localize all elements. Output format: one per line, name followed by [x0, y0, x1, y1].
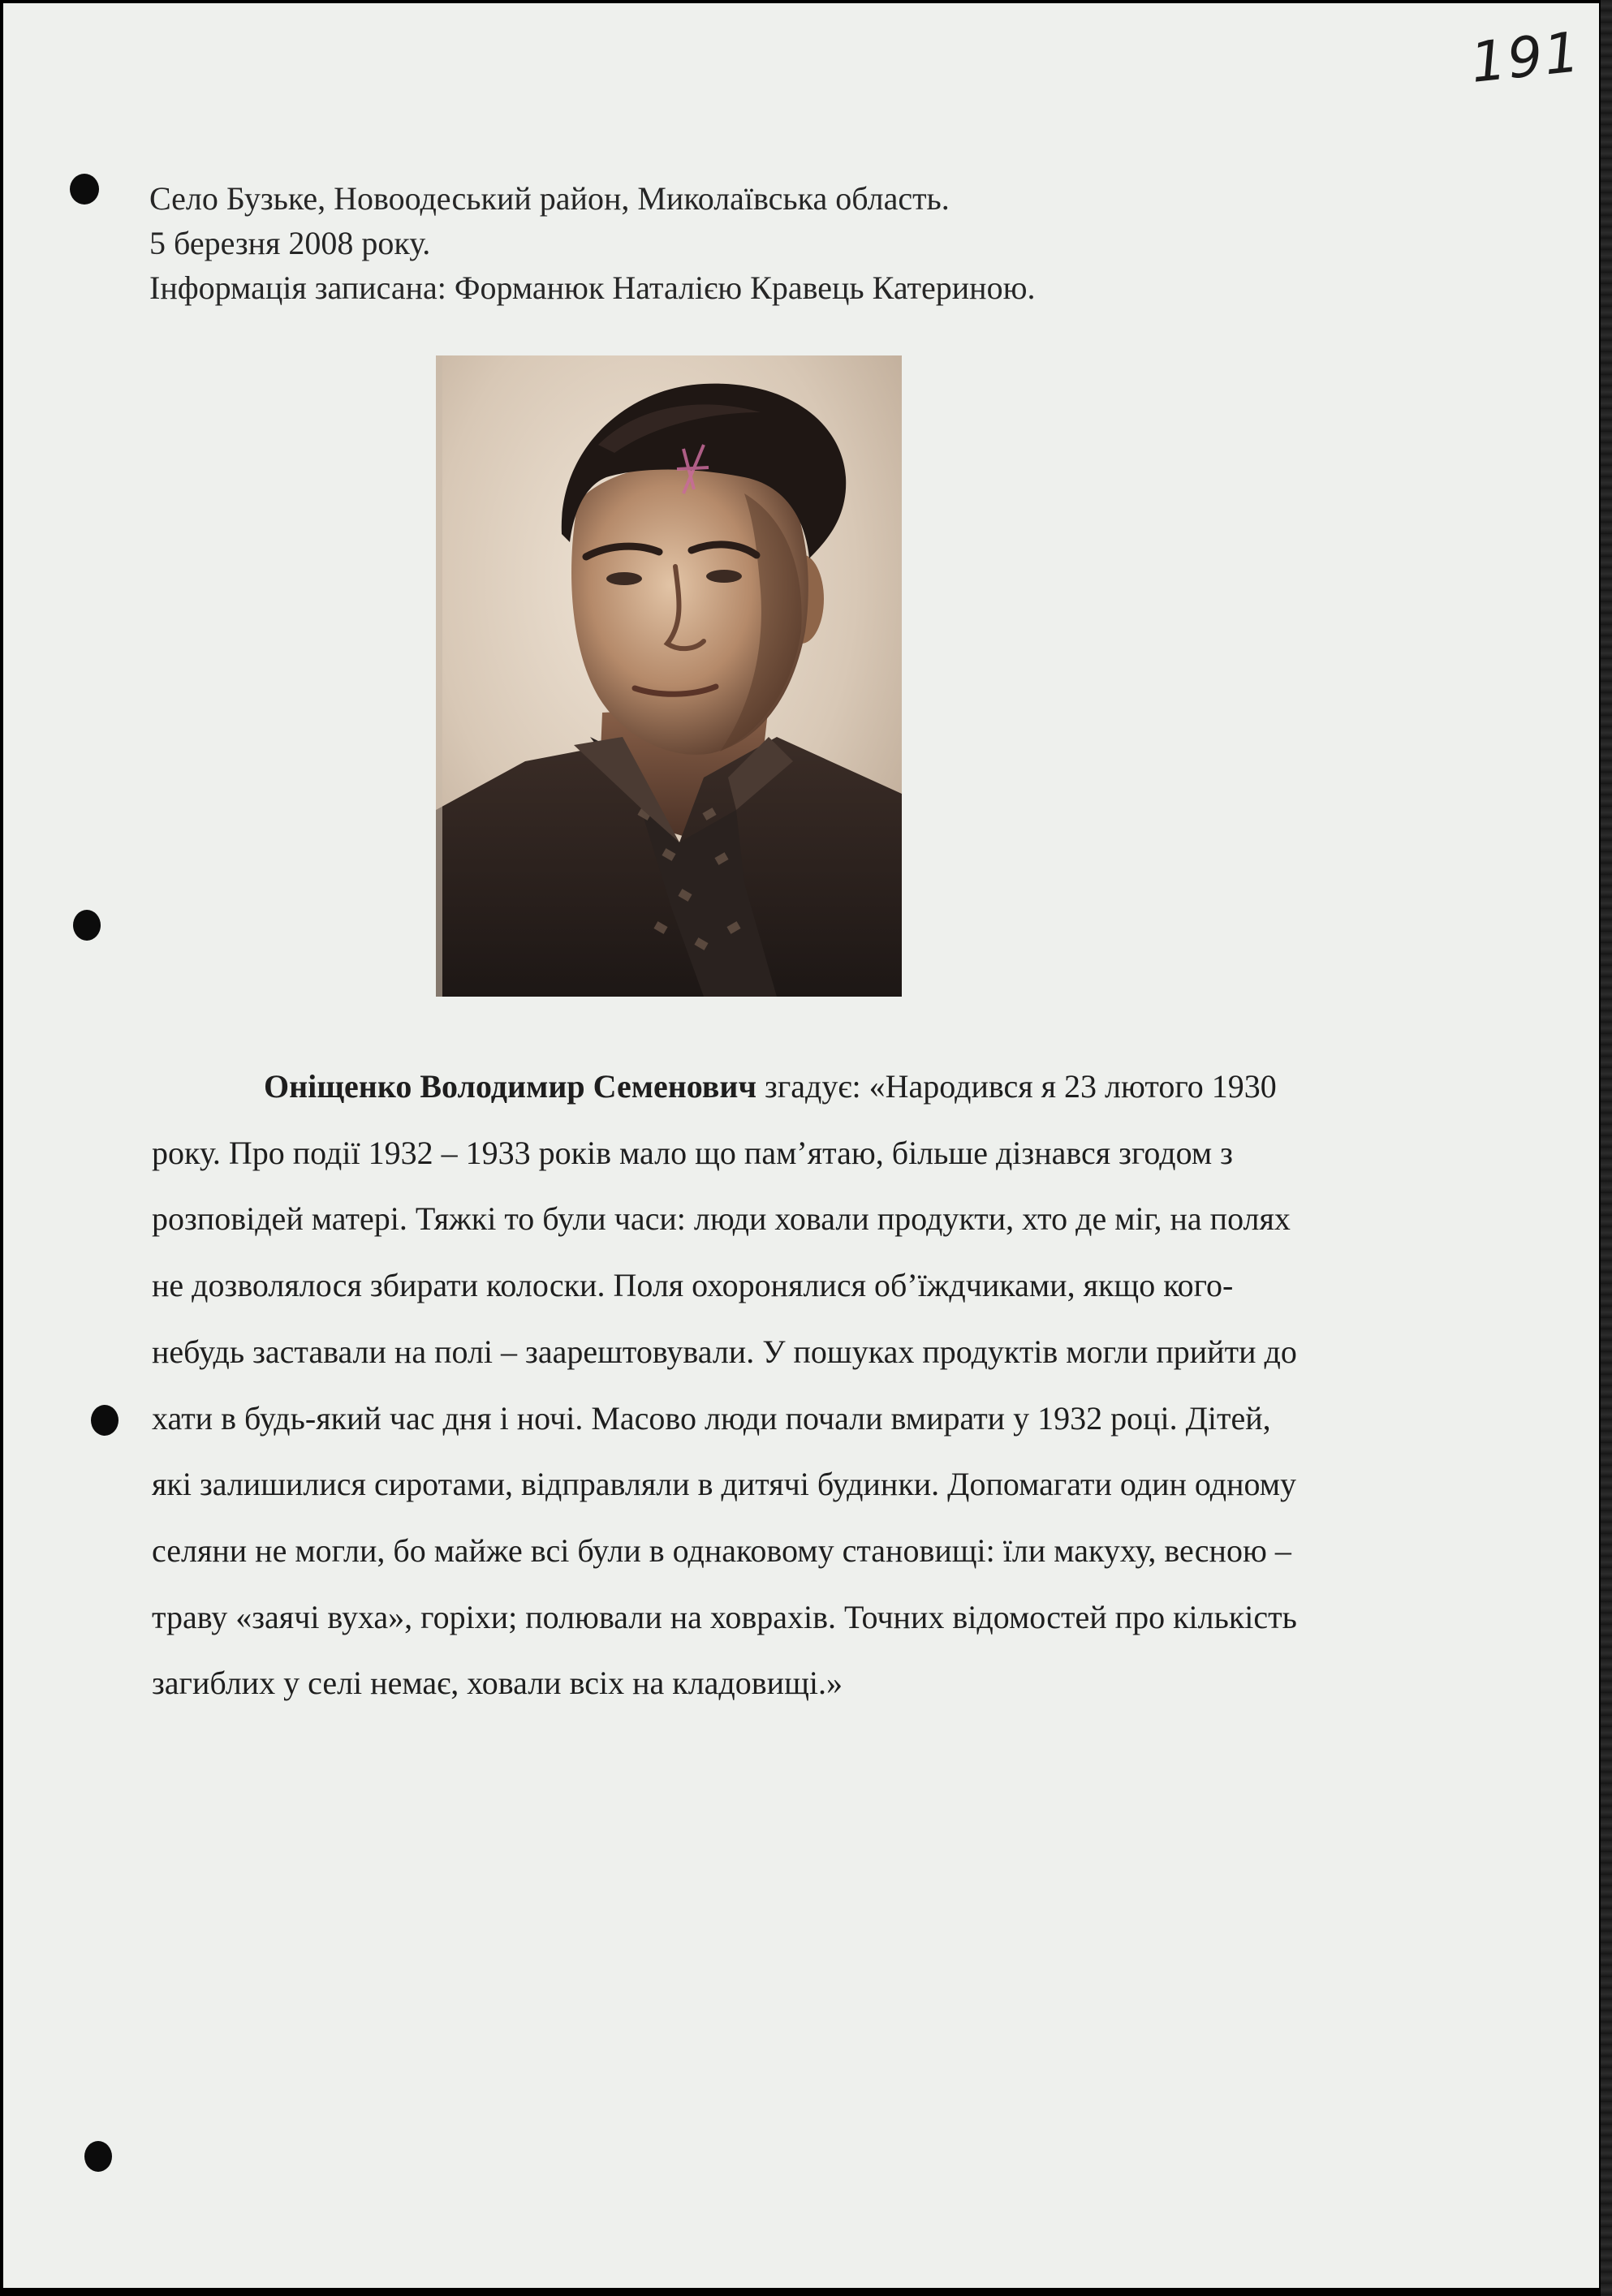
testimony-line: хати в будь-який час дня і ночі. Масово люди почали вмирати у 1932 році. Дітей, — [152, 1399, 1271, 1437]
location-line: Село Бузьке, Новоодеський район, Миколаївська область. — [149, 180, 950, 217]
testimony-line: небудь заставали на полі – заарештовували. У пошуках продуктів могли прийти до — [152, 1333, 1297, 1370]
testimony-line — [152, 1053, 1483, 1120]
testimony-line: які залишилися сиротами, відправляли в дитячі будинки. Допомагати один одному — [152, 1466, 1297, 1503]
punch-hole — [73, 910, 101, 941]
testimony-paragraph — [152, 1053, 1483, 1717]
page-edge — [1601, 0, 1612, 2296]
portrait-photo — [436, 355, 902, 997]
person-name: Оніщенко Володимир Семенович — [264, 1068, 757, 1105]
testimony-line-text: згадує: «Народився я 23 лютого 1930 — [756, 1068, 1277, 1105]
testimony-line: траву «заячі вуха», горіхи; полювали на ховрахів. Точних відомостей про кількість — [152, 1598, 1297, 1635]
testimony-line: не дозволялося збирати колоски. Поля охоронялися об’їждчиками, якщо кого- — [152, 1267, 1234, 1304]
date-line: 5 березня 2008 року. — [149, 225, 431, 261]
recorded-by-line: Інформація записана: Форманюк Наталією Кравець Катериною. — [149, 269, 1036, 306]
punch-hole — [84, 2141, 112, 2172]
document-header — [149, 176, 1035, 310]
testimony-line: загиблих у селі немає, ховали всіх на кладовищі.» — [152, 1665, 843, 1702]
testimony-line: селяни не могли, бо майже всі були в однаковому становищі: їли макуху, весною – — [152, 1531, 1291, 1569]
punch-hole — [70, 174, 99, 205]
testimony-line: розповідей матері. Тяжкі то були часи: люди ховали продукти, хто де міг, на полях — [152, 1200, 1291, 1238]
punch-hole — [91, 1405, 119, 1436]
testimony-line: року. Про події 1932 – 1933 років мало що пам’ятаю, більше дізнався згодом з — [152, 1134, 1233, 1171]
handwritten-page-number: 191 — [1468, 20, 1584, 96]
document-page — [3, 3, 1599, 2288]
